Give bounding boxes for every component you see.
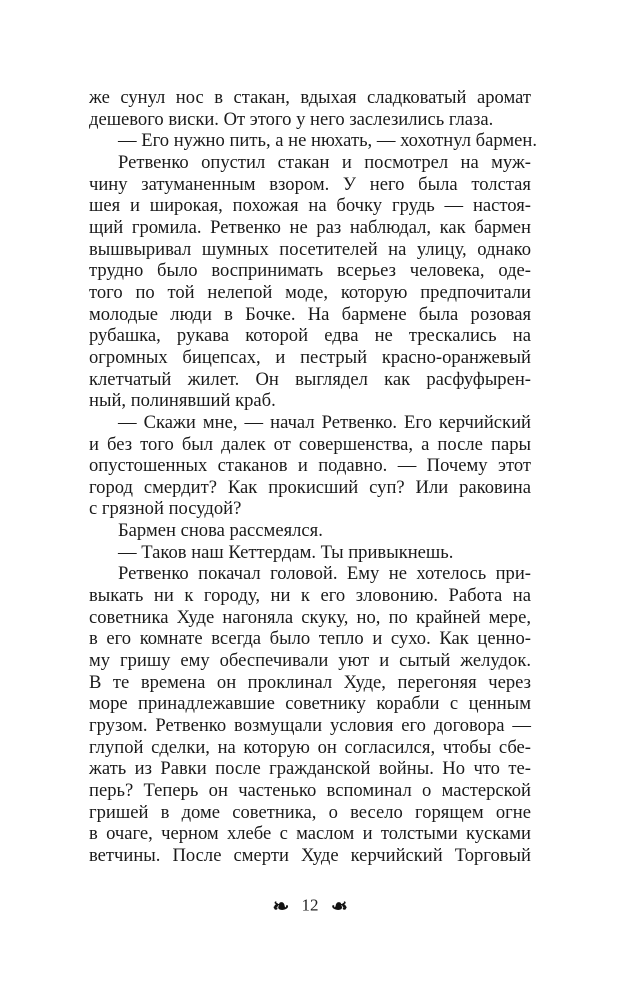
text-line: дешевого виски. От этого у него заслезились глаза. bbox=[89, 108, 494, 130]
text-line: рубашка, рукава которой едва не трескались на bbox=[89, 325, 531, 347]
text-line: му гришу ему обеспечивали уют и сытый желудок. bbox=[89, 650, 531, 672]
text-line: и без того был далек от совершенства, а после пары bbox=[89, 433, 531, 455]
text-line: того по той нелепой моде, которую предпочитали bbox=[89, 281, 531, 303]
text-line: глупой сделки, на которую он согласился, чтобы сбе- bbox=[89, 736, 531, 758]
text-line: с грязной посудой? bbox=[89, 498, 242, 520]
text-line: — Таков наш Кеттердам. Ты привыкнешь. bbox=[118, 541, 454, 563]
text-line: же сунул нос в стакан, вдыхая сладковатый аромат bbox=[89, 87, 531, 108]
text-line: опустошенных стаканов и подавно. — Почему этот bbox=[89, 455, 531, 477]
text-line: — Скажи мне, — начал Ретвенко. Его керчийский bbox=[118, 411, 531, 433]
text-line: море принадлежавшие советнику корабли с ценным bbox=[89, 693, 531, 715]
text-line: щий громила. Ретвенко не раз наблюдал, как бармен bbox=[89, 216, 531, 238]
text-line: чину затуманенным взором. У него была толстая bbox=[89, 173, 531, 195]
text-line: в его комнате всегда было тепло и сухо. Как ценно- bbox=[89, 628, 531, 650]
ornament-right-icon: ❧ bbox=[330, 896, 348, 918]
body-text bbox=[89, 87, 537, 867]
text-line: город смердит? Как прокисший суп? Или раковина bbox=[89, 476, 531, 498]
text-line: в очаге, черном хлебе с маслом и толстыми кусками bbox=[89, 823, 531, 845]
ornament-left-icon: ❧ bbox=[272, 896, 290, 918]
text-line: выкать ни к городу, ни к его зловонию. Работа на bbox=[89, 585, 531, 607]
text-line: ный, полинявший краб. bbox=[89, 390, 276, 412]
text-line: советника Худе нагоняла скуку, но, по крайней мере, bbox=[89, 606, 531, 628]
text-line: жать из Равки после гражданской войны. Но что те- bbox=[89, 758, 531, 780]
text-line: Ретвенко опустил стакан и посмотрел на муж- bbox=[118, 151, 531, 173]
text-line: вышвыривал шумных посетителей на улицу, однако bbox=[89, 238, 531, 260]
text-line: В те времена он проклинал Худе, перегоняя через bbox=[89, 671, 531, 693]
text-line: клетчатый жилет. Он выглядел как расфуфырен- bbox=[89, 368, 531, 390]
text-line: гришей в доме советника, о весело горящем огне bbox=[89, 801, 531, 823]
text-line: грузом. Ретвенко возмущали условия его договора — bbox=[89, 715, 531, 737]
text-line: — Его нужно пить, а не нюхать, — хохотнул бармен. bbox=[118, 130, 537, 152]
text-line: перь? Теперь он частенько вспоминал о мастерской bbox=[89, 780, 531, 801]
text-line: Ретвенко покачал головой. Ему не хотелось при- bbox=[118, 563, 531, 585]
text-line: шея и широкая, похожая на бочку грудь — настоя- bbox=[89, 195, 531, 217]
text-line: огромных бицепсах, и пестрый красно-оранжевый bbox=[89, 346, 531, 368]
text-line: ветчины. После смерти Худе керчийский Торговый bbox=[89, 844, 531, 866]
text-line: молодые люди в Бочке. На бармене была розовая bbox=[89, 303, 531, 325]
text-line: трудно было воспринимать всерьез человека, оде- bbox=[89, 260, 531, 282]
text-line: Бармен снова рассмеялся. bbox=[118, 520, 323, 542]
page-number: 12 bbox=[301, 895, 319, 915]
page-footer bbox=[0, 894, 620, 919]
